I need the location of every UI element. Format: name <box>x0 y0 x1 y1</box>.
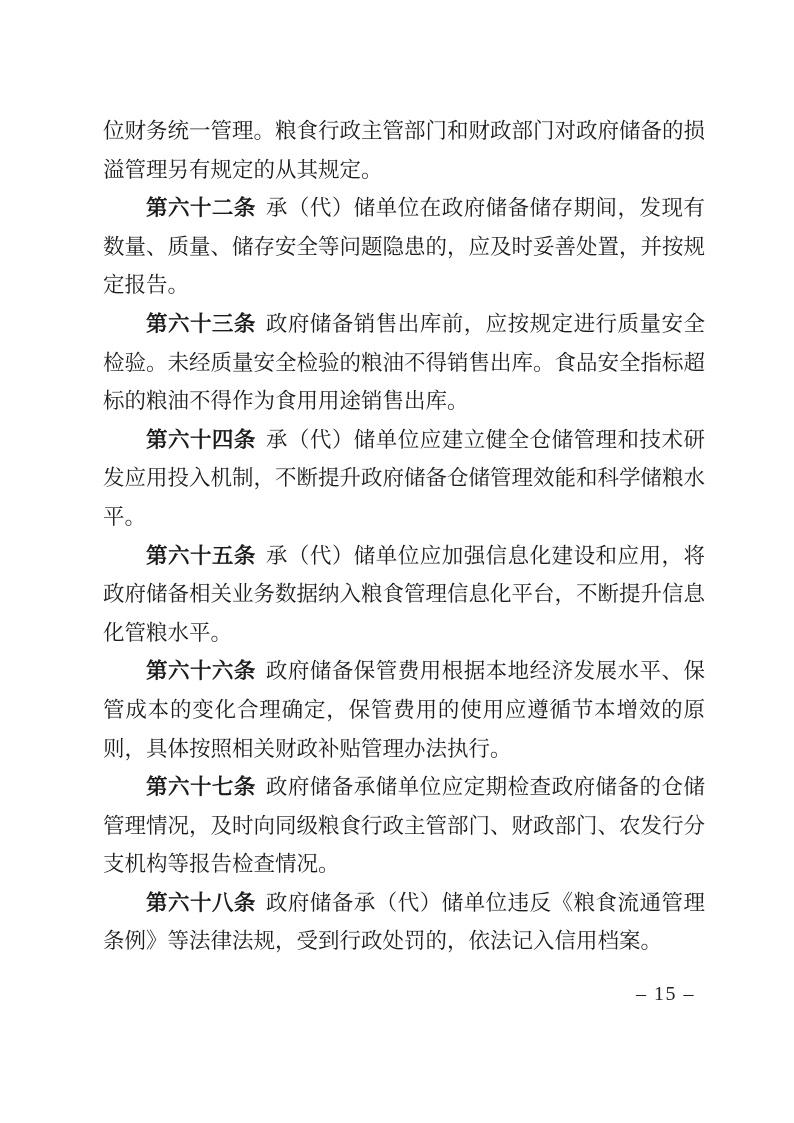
article-number: 第六十四条 <box>146 427 256 452</box>
paragraph-article-67 <box>103 768 705 884</box>
text-line: 数量、质量、储存安全等问题隐患的，应及时妥善处置，并按规 <box>103 234 705 259</box>
text-line <box>103 189 705 228</box>
text-line: 则，具体按照相关财政补贴管理办法执行。 <box>103 736 512 761</box>
article-number: 第六十六条 <box>146 659 256 684</box>
paragraph-article-66 <box>103 652 705 768</box>
article-number: 第六十二条 <box>146 196 256 221</box>
article-text: 政府储备保管费用根据本地经济发展水平、保 <box>265 659 705 684</box>
text-line: 定报告。 <box>103 273 190 298</box>
text-line: 发应用投入机制，不断提升政府储备仓储管理效能和科学储粮水 <box>103 466 705 491</box>
paragraph-article-68 <box>103 884 705 961</box>
text-line: 条例》等法律法规，受到行政处罚的，依法记入信用档案。 <box>103 929 663 954</box>
text-line <box>103 652 705 691</box>
text-line: 检验。未经质量安全检验的粮油不得销售出库。食品安全指标超 <box>103 350 705 375</box>
text-line: 标的粮油不得作为食用用途销售出库。 <box>103 389 469 414</box>
text-line <box>103 768 705 807</box>
article-text: 政府储备销售出库前，应按规定进行质量安全 <box>265 311 705 336</box>
document-body <box>103 112 705 961</box>
article-text: 承（代）储单位应加强信息化建设和应用，将 <box>265 543 705 568</box>
paragraph-article-64 <box>103 421 705 537</box>
paragraph-continuation <box>103 112 705 189</box>
text-line: 溢管理另有规定的从其规定。 <box>103 157 383 182</box>
article-number: 第六十五条 <box>146 543 256 568</box>
text-line <box>103 537 705 576</box>
paragraph-article-63 <box>103 305 705 421</box>
text-line: 支机构等报告检查情况。 <box>103 852 340 877</box>
article-number: 第六十八条 <box>146 890 256 915</box>
article-text: 承（代）储单位应建立健全仓储管理和技术研 <box>265 427 705 452</box>
paragraph-article-62 <box>103 189 705 305</box>
text-line <box>103 884 705 923</box>
text-line <box>103 421 705 460</box>
text-line: 政府储备相关业务数据纳入粮食管理信息化平台，不断提升信息 <box>103 582 705 607</box>
article-text: 承（代）储单位在政府储备储存期间，发现有 <box>265 196 705 221</box>
article-number: 第六十七条 <box>146 775 256 800</box>
text-line <box>103 305 705 344</box>
text-line: 位财务统一管理。粮食行政主管部门和财政部门对政府储备的损 <box>103 119 705 143</box>
article-text: 政府储备承储单位应定期检查政府储备的仓储 <box>265 775 705 800</box>
article-text: 政府储备承（代）储单位违反《粮食流通管理 <box>265 890 705 915</box>
text-line: 化管粮水平。 <box>103 620 233 645</box>
paragraph-article-65 <box>103 537 705 653</box>
text-line: 管成本的变化合理确定，保管费用的使用应遵循节本增效的原 <box>103 697 705 722</box>
page-number: – 15 – <box>636 983 695 1005</box>
text-line: 管理情况，及时向同级粮食行政主管部门、财政部门、农发行分 <box>103 813 705 838</box>
text-line: 平。 <box>103 504 147 529</box>
article-number: 第六十三条 <box>146 311 256 336</box>
